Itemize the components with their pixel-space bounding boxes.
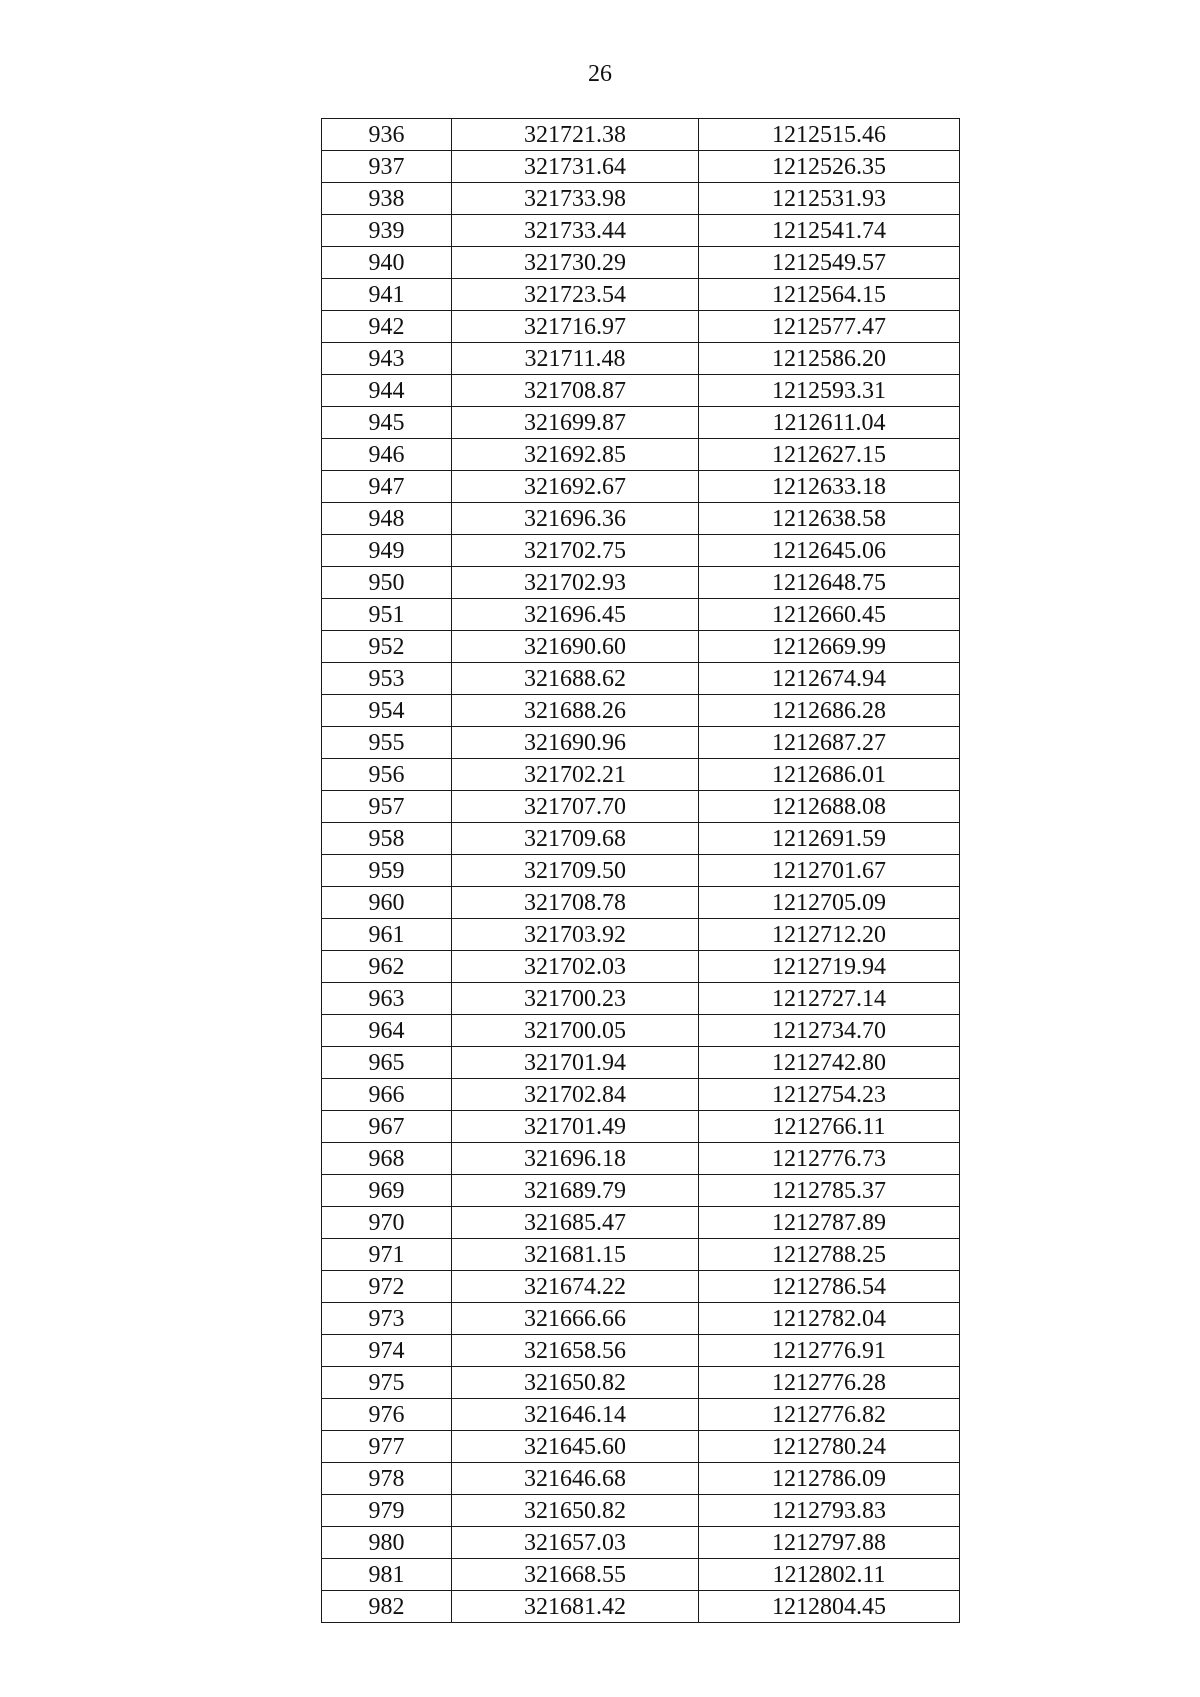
table-row — [322, 727, 960, 759]
point-number-cell: 938 — [322, 183, 452, 215]
table-row — [322, 1143, 960, 1175]
point-number-cell: 937 — [322, 151, 452, 183]
table-row — [322, 215, 960, 247]
x-coordinate-cell: 321657.03 — [452, 1527, 699, 1559]
point-number-cell: 957 — [322, 791, 452, 823]
y-coordinate-cell: 1212541.74 — [699, 215, 960, 247]
table-row — [322, 1495, 960, 1527]
y-coordinate-cell: 1212701.67 — [699, 855, 960, 887]
table-row — [322, 919, 960, 951]
point-number-cell: 970 — [322, 1207, 452, 1239]
table-row — [322, 279, 960, 311]
table-row — [322, 247, 960, 279]
y-coordinate-cell: 1212782.04 — [699, 1303, 960, 1335]
y-coordinate-cell: 1212648.75 — [699, 567, 960, 599]
x-coordinate-cell: 321702.03 — [452, 951, 699, 983]
x-coordinate-cell: 321699.87 — [452, 407, 699, 439]
y-coordinate-cell: 1212797.88 — [699, 1527, 960, 1559]
point-number-cell: 953 — [322, 663, 452, 695]
x-coordinate-cell: 321681.15 — [452, 1239, 699, 1271]
y-coordinate-cell: 1212802.11 — [699, 1559, 960, 1591]
table-row — [322, 119, 960, 151]
point-number-cell: 976 — [322, 1399, 452, 1431]
table-row — [322, 471, 960, 503]
table-row — [322, 1431, 960, 1463]
table-row — [322, 151, 960, 183]
point-number-cell: 977 — [322, 1431, 452, 1463]
x-coordinate-cell: 321696.45 — [452, 599, 699, 631]
point-number-cell: 966 — [322, 1079, 452, 1111]
y-coordinate-cell: 1212776.82 — [699, 1399, 960, 1431]
x-coordinate-cell: 321709.50 — [452, 855, 699, 887]
point-number-cell: 944 — [322, 375, 452, 407]
x-coordinate-cell: 321646.68 — [452, 1463, 699, 1495]
y-coordinate-cell: 1212727.14 — [699, 983, 960, 1015]
x-coordinate-cell: 321696.36 — [452, 503, 699, 535]
y-coordinate-cell: 1212686.28 — [699, 695, 960, 727]
table-row — [322, 599, 960, 631]
table-row — [322, 1047, 960, 1079]
y-coordinate-cell: 1212787.89 — [699, 1207, 960, 1239]
page-number: 26 — [588, 61, 612, 87]
point-number-cell: 980 — [322, 1527, 452, 1559]
x-coordinate-cell: 321709.68 — [452, 823, 699, 855]
y-coordinate-cell: 1212705.09 — [699, 887, 960, 919]
point-number-cell: 969 — [322, 1175, 452, 1207]
point-number-cell: 975 — [322, 1367, 452, 1399]
point-number-cell: 973 — [322, 1303, 452, 1335]
y-coordinate-cell: 1212776.73 — [699, 1143, 960, 1175]
y-coordinate-cell: 1212593.31 — [699, 375, 960, 407]
x-coordinate-cell: 321674.22 — [452, 1271, 699, 1303]
point-number-cell: 946 — [322, 439, 452, 471]
table-row — [322, 1015, 960, 1047]
coordinates-table — [321, 118, 960, 1623]
x-coordinate-cell: 321646.14 — [452, 1399, 699, 1431]
y-coordinate-cell: 1212638.58 — [699, 503, 960, 535]
x-coordinate-cell: 321730.29 — [452, 247, 699, 279]
y-coordinate-cell: 1212788.25 — [699, 1239, 960, 1271]
table-row — [322, 759, 960, 791]
table-row — [322, 407, 960, 439]
x-coordinate-cell: 321702.21 — [452, 759, 699, 791]
x-coordinate-cell: 321645.60 — [452, 1431, 699, 1463]
point-number-cell: 940 — [322, 247, 452, 279]
table-row — [322, 1559, 960, 1591]
point-number-cell: 968 — [322, 1143, 452, 1175]
table-row — [322, 1399, 960, 1431]
point-number-cell: 962 — [322, 951, 452, 983]
y-coordinate-cell: 1212793.83 — [699, 1495, 960, 1527]
y-coordinate-cell: 1212754.23 — [699, 1079, 960, 1111]
point-number-cell: 948 — [322, 503, 452, 535]
point-number-cell: 964 — [322, 1015, 452, 1047]
y-coordinate-cell: 1212686.01 — [699, 759, 960, 791]
point-number-cell: 958 — [322, 823, 452, 855]
x-coordinate-cell: 321702.84 — [452, 1079, 699, 1111]
y-coordinate-cell: 1212515.46 — [699, 119, 960, 151]
x-coordinate-cell: 321696.18 — [452, 1143, 699, 1175]
y-coordinate-cell: 1212691.59 — [699, 823, 960, 855]
x-coordinate-cell: 321681.42 — [452, 1591, 699, 1623]
y-coordinate-cell: 1212531.93 — [699, 183, 960, 215]
point-number-cell: 955 — [322, 727, 452, 759]
table-row — [322, 1111, 960, 1143]
y-coordinate-cell: 1212742.80 — [699, 1047, 960, 1079]
point-number-cell: 981 — [322, 1559, 452, 1591]
x-coordinate-cell: 321733.44 — [452, 215, 699, 247]
y-coordinate-cell: 1212633.18 — [699, 471, 960, 503]
table-row — [322, 631, 960, 663]
x-coordinate-cell: 321701.49 — [452, 1111, 699, 1143]
table-row — [322, 439, 960, 471]
table-row — [322, 311, 960, 343]
x-coordinate-cell: 321688.62 — [452, 663, 699, 695]
y-coordinate-cell: 1212564.15 — [699, 279, 960, 311]
y-coordinate-cell: 1212674.94 — [699, 663, 960, 695]
x-coordinate-cell: 321700.23 — [452, 983, 699, 1015]
point-number-cell: 959 — [322, 855, 452, 887]
table-row — [322, 1239, 960, 1271]
point-number-cell: 979 — [322, 1495, 452, 1527]
table-row — [322, 823, 960, 855]
point-number-cell: 974 — [322, 1335, 452, 1367]
point-number-cell: 950 — [322, 567, 452, 599]
table-row — [322, 1175, 960, 1207]
y-coordinate-cell: 1212766.11 — [699, 1111, 960, 1143]
y-coordinate-cell: 1212786.09 — [699, 1463, 960, 1495]
y-coordinate-cell: 1212785.37 — [699, 1175, 960, 1207]
point-number-cell: 942 — [322, 311, 452, 343]
x-coordinate-cell: 321658.56 — [452, 1335, 699, 1367]
table-row — [322, 1303, 960, 1335]
y-coordinate-cell: 1212804.45 — [699, 1591, 960, 1623]
y-coordinate-cell: 1212660.45 — [699, 599, 960, 631]
table-row — [322, 567, 960, 599]
table-row — [322, 1591, 960, 1623]
y-coordinate-cell: 1212627.15 — [699, 439, 960, 471]
x-coordinate-cell: 321685.47 — [452, 1207, 699, 1239]
y-coordinate-cell: 1212586.20 — [699, 343, 960, 375]
y-coordinate-cell: 1212669.99 — [699, 631, 960, 663]
y-coordinate-cell: 1212687.27 — [699, 727, 960, 759]
table-row — [322, 1207, 960, 1239]
x-coordinate-cell: 321692.85 — [452, 439, 699, 471]
table-row — [322, 1079, 960, 1111]
x-coordinate-cell: 321702.93 — [452, 567, 699, 599]
x-coordinate-cell: 321690.96 — [452, 727, 699, 759]
point-number-cell: 961 — [322, 919, 452, 951]
x-coordinate-cell: 321690.60 — [452, 631, 699, 663]
table-row — [322, 535, 960, 567]
table-row — [322, 1367, 960, 1399]
x-coordinate-cell: 321716.97 — [452, 311, 699, 343]
x-coordinate-cell: 321703.92 — [452, 919, 699, 951]
x-coordinate-cell: 321700.05 — [452, 1015, 699, 1047]
coordinates-table-body — [322, 119, 960, 1623]
table-row — [322, 791, 960, 823]
point-number-cell: 967 — [322, 1111, 452, 1143]
y-coordinate-cell: 1212526.35 — [699, 151, 960, 183]
table-row — [322, 1463, 960, 1495]
y-coordinate-cell: 1212734.70 — [699, 1015, 960, 1047]
table-row — [322, 663, 960, 695]
x-coordinate-cell: 321723.54 — [452, 279, 699, 311]
x-coordinate-cell: 321650.82 — [452, 1495, 699, 1527]
point-number-cell: 982 — [322, 1591, 452, 1623]
point-number-cell: 971 — [322, 1239, 452, 1271]
table-row — [322, 855, 960, 887]
x-coordinate-cell: 321702.75 — [452, 535, 699, 567]
y-coordinate-cell: 1212645.06 — [699, 535, 960, 567]
point-number-cell: 947 — [322, 471, 452, 503]
y-coordinate-cell: 1212780.24 — [699, 1431, 960, 1463]
x-coordinate-cell: 321650.82 — [452, 1367, 699, 1399]
x-coordinate-cell: 321721.38 — [452, 119, 699, 151]
table-row — [322, 951, 960, 983]
y-coordinate-cell: 1212549.57 — [699, 247, 960, 279]
point-number-cell: 952 — [322, 631, 452, 663]
point-number-cell: 941 — [322, 279, 452, 311]
point-number-cell: 956 — [322, 759, 452, 791]
point-number-cell: 960 — [322, 887, 452, 919]
point-number-cell: 954 — [322, 695, 452, 727]
x-coordinate-cell: 321688.26 — [452, 695, 699, 727]
table-row — [322, 887, 960, 919]
table-row — [322, 1335, 960, 1367]
y-coordinate-cell: 1212719.94 — [699, 951, 960, 983]
point-number-cell: 936 — [322, 119, 452, 151]
table-row — [322, 1271, 960, 1303]
point-number-cell: 943 — [322, 343, 452, 375]
y-coordinate-cell: 1212712.20 — [699, 919, 960, 951]
point-number-cell: 963 — [322, 983, 452, 1015]
x-coordinate-cell: 321708.87 — [452, 375, 699, 407]
point-number-cell: 945 — [322, 407, 452, 439]
table-row — [322, 695, 960, 727]
point-number-cell: 951 — [322, 599, 452, 631]
point-number-cell: 978 — [322, 1463, 452, 1495]
y-coordinate-cell: 1212776.28 — [699, 1367, 960, 1399]
x-coordinate-cell: 321668.55 — [452, 1559, 699, 1591]
y-coordinate-cell: 1212786.54 — [699, 1271, 960, 1303]
table-row — [322, 983, 960, 1015]
x-coordinate-cell: 321733.98 — [452, 183, 699, 215]
table-row — [322, 1527, 960, 1559]
y-coordinate-cell: 1212776.91 — [699, 1335, 960, 1367]
x-coordinate-cell: 321666.66 — [452, 1303, 699, 1335]
x-coordinate-cell: 321708.78 — [452, 887, 699, 919]
x-coordinate-cell: 321707.70 — [452, 791, 699, 823]
table-row — [322, 503, 960, 535]
x-coordinate-cell: 321689.79 — [452, 1175, 699, 1207]
table-row — [322, 183, 960, 215]
point-number-cell: 972 — [322, 1271, 452, 1303]
point-number-cell: 965 — [322, 1047, 452, 1079]
x-coordinate-cell: 321701.94 — [452, 1047, 699, 1079]
y-coordinate-cell: 1212611.04 — [699, 407, 960, 439]
table-row — [322, 375, 960, 407]
x-coordinate-cell: 321731.64 — [452, 151, 699, 183]
x-coordinate-cell: 321692.67 — [452, 471, 699, 503]
y-coordinate-cell: 1212577.47 — [699, 311, 960, 343]
y-coordinate-cell: 1212688.08 — [699, 791, 960, 823]
point-number-cell: 949 — [322, 535, 452, 567]
point-number-cell: 939 — [322, 215, 452, 247]
table-row — [322, 343, 960, 375]
x-coordinate-cell: 321711.48 — [452, 343, 699, 375]
